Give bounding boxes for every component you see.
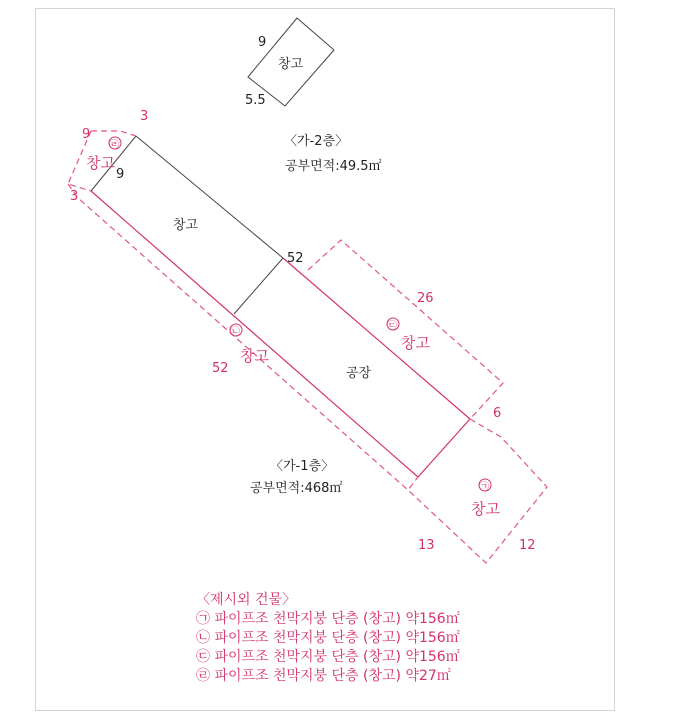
legend-item: ㉢ 파이프조 천막지붕 단층 (창고) 약156㎡ [196, 649, 460, 665]
legend-item: ㉠ 파이프조 천막지붕 단층 (창고) 약156㎡ [196, 611, 460, 627]
floor1-dim-edge: 52 [212, 361, 229, 376]
annex-dim-top: 9 [258, 35, 267, 50]
floor2-dim-side: 9 [116, 167, 125, 182]
extra-d-outline [91, 131, 136, 136]
extra-a-dim-b: 12 [519, 538, 536, 553]
building-divider [234, 258, 283, 314]
factory-label: 공장 [346, 366, 372, 381]
floor2-warehouse-label: 창고 [173, 218, 199, 233]
annex-dim-side: 5.5 [245, 93, 266, 108]
extra-d-dim-a: 9 [82, 127, 91, 142]
building-top-edge [136, 136, 283, 258]
legend [196, 591, 460, 686]
extra-c-marker-char: ㉢ [387, 321, 397, 332]
extra-a-label: 창고 [471, 500, 500, 518]
floor2-title: 〈가-2층〉 [284, 134, 349, 149]
floor2-area: 공부면적:49.5㎡ [285, 159, 382, 174]
extra-b-outline [68, 184, 418, 490]
floor2-dim-edge: 52 [287, 251, 304, 266]
extra-a-dim-a: 13 [418, 538, 435, 553]
floor1-title: 〈가-1층〉 [270, 459, 335, 474]
legend-item: ㉣ 파이프조 천막지붕 단층 (창고) 약27㎡ [196, 668, 451, 684]
legend-title: 〈제시외 건물〉 [196, 592, 297, 608]
building-right-edge-top [283, 258, 470, 419]
extra-a-marker-char: ㉠ [479, 482, 489, 493]
extra-d-dim-c: 3 [70, 189, 79, 204]
extra-d-label: 창고 [86, 154, 115, 172]
extra-c-outline [308, 240, 503, 419]
building-right-end [418, 419, 470, 477]
extra-d-marker-char: ㉣ [109, 140, 119, 151]
extra-d-dim-b: 3 [140, 109, 149, 124]
annex-warehouse-label: 창고 [278, 57, 304, 72]
legend-item: ㉡ 파이프조 천막지붕 단층 (창고) 약156㎡ [196, 630, 460, 646]
extra-b-marker-char: ㉡ [230, 327, 240, 338]
extra-c-dim-a: 26 [417, 291, 434, 306]
extra-c-label: 창고 [401, 334, 430, 352]
extra-b-label: 창고 [240, 347, 269, 365]
floor1-area: 공부면적:468㎡ [250, 481, 343, 496]
extra-c-dim-b: 6 [493, 406, 502, 421]
